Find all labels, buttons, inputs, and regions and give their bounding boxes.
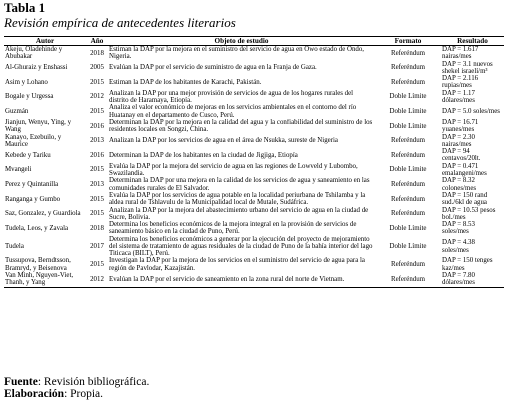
- cell-autor: Guzmán: [5, 108, 29, 116]
- cell-objeto: Analizan la DAP por la mejora del abastecimiento urbano del servicio de agua en la ciudad de Sucre, Bolivia.: [109, 206, 369, 221]
- cell-autor: Tudela: [5, 242, 24, 250]
- table-body: [4, 46, 504, 288]
- cell-autor: Asim y Lohano: [5, 78, 48, 86]
- cell-autor: Saz, Gonzalez, y Guardiola: [5, 210, 81, 218]
- cell-anio: 2017: [90, 242, 104, 250]
- cell-formato: Referéndum: [390, 210, 426, 218]
- cell-resultado: DAP = 3.1 nuevos shekel israelí/m³: [442, 60, 493, 75]
- cell-autor: Kanayo, Ezebuilo, y Maurice: [5, 133, 62, 148]
- elaboration-text: : Propia.: [64, 388, 104, 400]
- cell-resultado: DAP = 0.471 emalangeni/mes: [442, 162, 487, 178]
- cell-anio: 2012: [86, 272, 108, 287]
- cell-resultado: DAP = 8.53 soles/mes: [442, 221, 475, 236]
- cell-autor: Al-Ghuraiz y Enshassi: [5, 64, 68, 72]
- table-row: [4, 119, 504, 134]
- table-row: [4, 207, 504, 222]
- cell-objeto: Evalúan la DAP por el servicio de suministro de agua en la Franja de Gaza.: [109, 64, 317, 72]
- table-header-row: [4, 37, 504, 46]
- table-row: [4, 177, 504, 192]
- source-text: : Revisión bibliográfica.: [37, 376, 150, 388]
- cell-autor: Ranganga y Gumbo: [5, 195, 61, 203]
- cell-formato: Doble Límite: [389, 93, 427, 101]
- cell-objeto: Analizan la DAP por una mejor provisión de servicios de agua de los hogares rurales del distrito de Haramaya, Etiopía.: [109, 89, 354, 105]
- cell-autor: Kebede y Tariku: [5, 151, 51, 159]
- cell-objeto: Estiman la DAP por la mejora en el suministro del servicio de agua en Owo estado de Ondo, Nigeria.: [109, 46, 365, 61]
- table-row: [4, 272, 504, 287]
- cell-formato: Referéndum: [390, 195, 426, 203]
- cell-resultado: DAP = 8.32 colones/mes: [442, 177, 477, 192]
- source-label: Fuente: [4, 376, 38, 388]
- cell-resultado: DAP = 150 tenges kaz/mes: [442, 257, 493, 272]
- cell-formato: Doble Límite: [389, 224, 427, 232]
- cell-anio: 2015: [90, 78, 104, 86]
- header-objeto: Objeto de estudio: [108, 37, 375, 46]
- header-formato: Formato: [375, 37, 441, 46]
- cell-anio: 2015: [90, 108, 104, 116]
- elaboration-label: Elaboración: [4, 388, 65, 400]
- table-row: [4, 61, 504, 76]
- header-resultado: Resultado: [441, 37, 504, 46]
- cell-objeto: Determinan la DAP por una mejora en la calidad de los servicios de agua y saneamiento en las comunidades rurales de El Salvador.: [109, 177, 370, 192]
- cell-objeto: Determinan la DAP por la mejora en la calidad del agua y la confiabilidad del suministro de los residentes locales en Songzi, China.: [109, 119, 373, 134]
- cell-objeto: Evalúan la DAP por el servicio de saneamiento en la zona rural del norte de Vietnam.: [108, 272, 375, 287]
- cell-objeto: Analizan la DAP por los servicios de agua en el área de Nsukka, sureste de Nigeria: [109, 137, 338, 145]
- cell-formato: Referéndum: [390, 49, 426, 57]
- table-title: Tabla 1: [4, 0, 46, 15]
- author-note: [4, 388, 103, 400]
- cell-autor: Tudela, Leos, y Zavala: [5, 224, 69, 232]
- cell-objeto: Determina los beneficios económicos de la mejora integral en la provisión de servicios de saneamiento básico en la ciudad de Puno, Perú.: [109, 221, 357, 236]
- cell-resultado: DAP = 1.617 nairas/mes: [442, 46, 479, 61]
- cell-formato: Doble Límite: [389, 242, 427, 250]
- table-row: [4, 134, 504, 149]
- cell-formato: Doble Límite: [389, 122, 427, 130]
- table-row: [4, 148, 504, 163]
- cell-resultado: DAP = 94 centavos/20lt.: [442, 148, 481, 163]
- cell-resultado: DAP = 7.80 dólares/mes: [441, 272, 504, 287]
- cell-anio: 2018: [90, 49, 104, 57]
- cell-objeto: Evalúa la DAP por los servicios de agua potable en la localidad periurbana de Tshilamba y la aldea rural de Tshlavulu de la Municipalidad local de Mutale, Sudáfrica.: [109, 192, 366, 207]
- cell-formato: Referéndum: [390, 151, 426, 159]
- cell-objeto: Investigan la DAP por la mejora de los servicios en el suministro del servicio de agua para la región de Pavlodar, Kazajistán.: [109, 257, 365, 272]
- cell-objeto: Estiman la DAP de los habitantes de Karachi, Pakistán.: [109, 78, 262, 86]
- cell-formato: Referéndum: [390, 181, 426, 189]
- cell-autor: Akeju, Oladehinde y Abubakar: [5, 46, 63, 61]
- cell-formato: Referéndum: [390, 137, 426, 145]
- cell-anio: 2015: [90, 166, 104, 174]
- cell-anio: 2005: [90, 64, 104, 72]
- cell-formato: Referéndum: [375, 272, 441, 287]
- cell-anio: 2015: [90, 261, 104, 269]
- cell-anio: 2013: [90, 137, 104, 145]
- cell-formato: Doble Límite: [389, 166, 427, 174]
- cell-formato: Referéndum: [390, 78, 426, 86]
- cell-anio: 2015: [90, 195, 104, 203]
- source-note: [4, 376, 149, 388]
- cell-resultado: DAP = 10.53 pesos bol./mes: [442, 206, 496, 221]
- cell-resultado: DAP = 4.38 soles/mes: [442, 239, 475, 254]
- cell-autor: Bogale y Urgessa: [5, 93, 54, 101]
- cell-autor: Jianjun, Wenyu, Ying, y Wang: [5, 119, 72, 134]
- table-row: [4, 75, 504, 90]
- header-anio: Año: [86, 37, 108, 46]
- cell-autor: Tussupova, Berndtsson, Bramryd, y Beisenova: [5, 257, 71, 272]
- cell-anio: 2015: [90, 210, 104, 218]
- table-row: [4, 257, 504, 272]
- cell-objeto: Determina los beneficios económicos a generar por la ejecución del proyecto de mejoramiento del sistema de tratamiento de aguas residuales de la ciudad de Puno de la bahía interior del lago Titicaca (BILT), Perú.: [109, 235, 373, 258]
- cell-resultado: DAP = 2.116 rupias/mes: [442, 75, 479, 90]
- cell-objeto: Analiza el valor económico de mejoras en los servicios ambientales en el contorno del río Huatanay en el departamento de Cusco, Perú.: [109, 104, 357, 119]
- table-row: [4, 163, 504, 178]
- cell-objeto: Determinan la DAP de los habitantes en la ciudad de Jigjiga, Etiopía: [109, 151, 298, 159]
- table-row: [4, 90, 504, 105]
- table-subtitle: Revisión empírica de antecedentes literarios: [4, 15, 236, 30]
- table-row: [4, 192, 504, 207]
- cell-formato: Referéndum: [390, 64, 426, 72]
- cell-resultado: DAP = 1.17 dólares/mes: [442, 89, 475, 105]
- table-row: [4, 221, 504, 236]
- cell-anio: 2012: [90, 93, 104, 101]
- cell-resultado: DAP = 2.30 nairas/mes: [442, 133, 475, 148]
- cell-formato: Doble Límite: [389, 108, 427, 116]
- cell-anio: 2018: [90, 224, 104, 232]
- cell-anio: 2016: [90, 151, 104, 159]
- cell-resultado: DAP = 150 rand sud./6kl de agua: [442, 192, 488, 207]
- cell-anio: 2013: [90, 181, 104, 189]
- cell-autor: Perez y Quintanilla: [5, 181, 59, 189]
- cell-objeto: Evalúa la DAP por la mejora del servicio de agua en las regiones de Lowveld y Lubombo, Swazilandia.: [109, 162, 358, 178]
- table-row: [4, 236, 504, 258]
- cell-formato: Referéndum: [390, 261, 426, 269]
- header-autor: Autor: [4, 37, 86, 46]
- cell-anio: 2016: [90, 122, 104, 130]
- cell-autor: Van Minh, Nguyen-Viet, Thanh, y Yang: [4, 272, 86, 287]
- cell-autor: Mvangeli: [5, 166, 32, 174]
- table-row: [4, 104, 504, 119]
- literature-review-table: [4, 36, 504, 288]
- cell-resultado: DAP = 16.71 yuanes/mes: [442, 119, 479, 134]
- cell-resultado: DAP = 5.0 soles/mes: [442, 108, 500, 116]
- table-row: [4, 46, 504, 61]
